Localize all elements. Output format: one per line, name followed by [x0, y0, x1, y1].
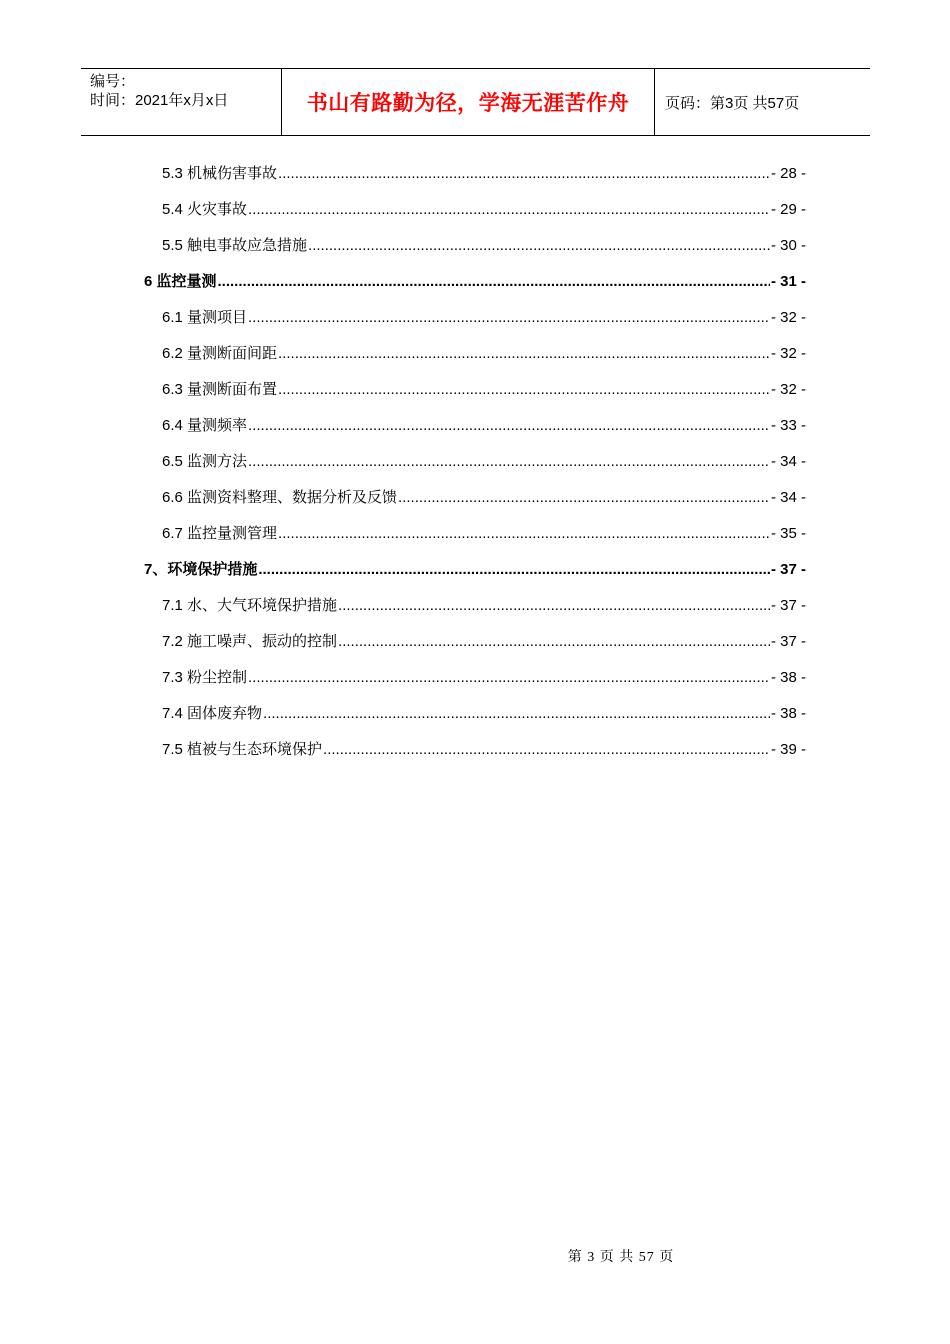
toc-entry[interactable] [162, 306, 806, 330]
toc-entry-page: - 28 - [770, 165, 806, 182]
toc-dot-leader [278, 525, 770, 542]
toc-entry-page: - 38 - [770, 669, 806, 686]
toc-entry[interactable] [162, 198, 806, 222]
toc-entry[interactable] [162, 450, 806, 474]
toc-dot-leader [308, 237, 770, 254]
toc-entry[interactable] [162, 414, 806, 438]
toc-entry-title: 7.4 固体废弃物 [162, 705, 263, 722]
toc-dot-leader [248, 417, 770, 434]
toc-entry-title: 7.2 施工噪声、振动的控制 [162, 633, 338, 650]
footer-page-number: 第 3 页 共 57 页 [567, 1250, 675, 1265]
toc-entry[interactable] [162, 702, 806, 726]
toc-dot-leader [338, 633, 770, 650]
page-footer [0, 1246, 950, 1266]
toc-entry[interactable] [162, 486, 806, 510]
header-motto: 书山有路勤为径，学海无涯苦作舟 [282, 69, 655, 135]
toc-dot-leader [278, 345, 770, 362]
toc-entry[interactable] [162, 234, 806, 258]
toc-entry[interactable] [162, 594, 806, 618]
toc-entry-page: - 37 - [770, 633, 806, 650]
document-time-label: 时间：2021年x月x日 [90, 92, 229, 109]
toc-entry-title: 7.1 水、大气环境保护措施 [162, 597, 338, 614]
toc-dot-leader [398, 489, 770, 506]
header-page-info: 页码：第3页 共57页 [665, 94, 800, 112]
toc-dot-leader [323, 741, 770, 758]
toc-entry-title: 6.4 量测频率 [162, 417, 248, 434]
toc-entry-title: 7.5 植被与生态环境保护 [162, 741, 323, 758]
toc-entry-title: 5.4 火灾事故 [162, 201, 248, 218]
toc-entry-title: 7.3 粉尘控制 [162, 669, 248, 686]
toc-entry-page: - 32 - [770, 309, 806, 326]
toc-entry[interactable] [162, 342, 806, 366]
toc-entry-title: 6.6 监测资料整理、数据分析及反馈 [162, 489, 398, 506]
toc-dot-leader [248, 669, 770, 686]
toc-chapter-entry[interactable] [144, 558, 806, 582]
toc-entry[interactable] [162, 630, 806, 654]
toc-dot-leader [218, 273, 770, 290]
toc-entry-page: - 32 - [770, 345, 806, 362]
toc-entry-page: - 35 - [770, 525, 806, 542]
toc-entry-page: - 38 - [770, 705, 806, 722]
toc-dot-leader [248, 201, 770, 218]
page-header [81, 68, 870, 136]
toc-entry-page: - 30 - [770, 237, 806, 254]
toc-entry-title: 6.3 量测断面布置 [162, 381, 278, 398]
toc-entry[interactable] [162, 378, 806, 402]
toc-entry-title: 7、环境保护措施 [144, 561, 258, 578]
toc-dot-leader [278, 381, 770, 398]
toc-dot-leader [263, 705, 770, 722]
toc-entry-title: 6.2 量测断面间距 [162, 345, 278, 362]
toc-entry-page: - 37 - [770, 597, 806, 614]
toc-entry[interactable] [162, 162, 806, 186]
toc-entry[interactable] [162, 666, 806, 690]
toc-dot-leader [278, 165, 770, 182]
toc-entry-page: - 37 - [770, 561, 806, 578]
header-meta [81, 69, 282, 135]
toc-entry-title: 6.5 监测方法 [162, 453, 248, 470]
toc-dot-leader [258, 561, 770, 578]
toc-entry-page: - 31 - [770, 273, 806, 290]
toc-entry-page: - 39 - [770, 741, 806, 758]
toc-entry-page: - 34 - [770, 489, 806, 506]
toc-entry-page: - 32 - [770, 381, 806, 398]
toc-entry-title: 5.5 触电事故应急措施 [162, 237, 308, 254]
toc-entry-page: - 34 - [770, 453, 806, 470]
toc-chapter-entry[interactable] [144, 270, 806, 294]
toc-dot-leader [248, 309, 770, 326]
toc-dot-leader [248, 453, 770, 470]
toc-entry[interactable] [162, 738, 806, 762]
toc-dot-leader [338, 597, 770, 614]
toc-entry-title: 5.3 机械伤害事故 [162, 165, 278, 182]
toc-entry-page: - 29 - [770, 201, 806, 218]
toc-entry-page: - 33 - [770, 417, 806, 434]
toc-entry-title: 6.7 监控量测管理 [162, 525, 278, 542]
document-number-label: 编号： [90, 73, 136, 90]
toc-entry-title: 6 监控量测 [144, 273, 217, 290]
toc-entry-title: 6.1 量测项目 [162, 309, 248, 326]
toc-entry[interactable] [162, 522, 806, 546]
